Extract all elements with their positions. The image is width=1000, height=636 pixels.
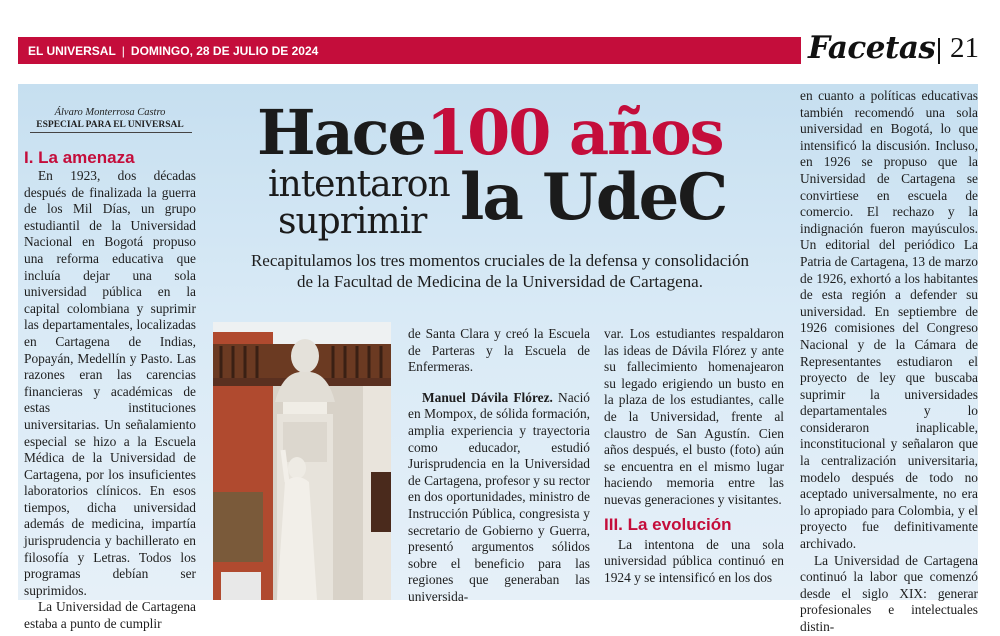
masthead-bar xyxy=(18,37,801,64)
masthead-separator: | xyxy=(121,43,125,58)
headline-100-anos: 100 años xyxy=(426,96,723,169)
byline xyxy=(30,107,190,131)
column-1-paragraph-1: En 1923, dos décadas después de finalizada la guerra de los Mil Días, un grupo estudiantil de la Universidad Nacional en Bogotá propuso una reforma educativa que incluía dejar una sola universidad pública en la capital colombiana y suprimir las departamentales, localizadas en Cartagena de Indias, Popayán, Medellín y Pasto. Las razones eran las carencias financieras y académicas de estas instituciones universitarias. Un señalamiento especial se hizo a la Escuela Médica de la Universidad de Cartagena, por los insuficientes laboratorios clínicos. En esos tiempos, dicha universidad además de medicina, impartía jurisprudencia y bachillerato en filosofía y Letras. Todos los programas debían ser suprimidos. xyxy=(24,168,196,598)
column-2-paragraph-1: de Santa Clara y creó la Escuela de Parteras y la Escuela de Enfermeras. xyxy=(408,326,590,375)
article-column-3 xyxy=(604,326,784,586)
column-2-paragraph-2 xyxy=(408,390,590,606)
section-divider xyxy=(938,38,940,64)
headline-suprimir: suprimir xyxy=(278,201,427,242)
article-column-4 xyxy=(800,88,978,636)
column-4-paragraph-1: en cuanto a políticas educativas también recomendó una sola universidad en Bogotá, lo que intensificó la discusión. Incluso, en 1926 se propuso que la Universidad de Cartagena se convirtiese en escuela de comercio. El rechazo y la indignación fueron mayúsculos. Un editorial del periódico La Patria de Cartagena, 13 de marzo de 1926, exhortó a los habitantes de esta región a defender su universidad. En septiembre de 1926 comisiones del Congreso Nacional y de la Cámara de Representantes estudiaron el proyecto de ley que buscaba suprimir la universidades departamentales y lo consideraron inaplicable, inconstitucional y señalaron que la centralización universitaria, modelo después de todo no aceptado universalmente, no era lo apropiado para Colombia, y el proyecto fue definitivamente archivado. xyxy=(800,88,978,552)
column-3-paragraph-2: La intentona de una sola universidad pública continuó en 1924 y se intensificó en los dos xyxy=(604,536,784,585)
article-column-2 xyxy=(408,326,590,606)
subhead-la-evolucion: III. La evolución xyxy=(604,514,732,534)
headline-intentaron: intentaron xyxy=(268,164,450,205)
section-name: Facetas xyxy=(808,30,936,66)
byline-author: Álvaro Monterrosa Castro xyxy=(54,107,166,118)
article-column-1 xyxy=(24,148,196,633)
column-1-paragraph-2: La Universidad de Cartagena estaba a punto de cumplir xyxy=(24,599,196,632)
byline-rule xyxy=(30,132,192,133)
deck-line-1: Recapitulamos los tres momentos cruciales de la defensa y consolidación xyxy=(250,251,750,270)
byline-role: ESPECIAL PARA EL UNIVERSAL xyxy=(36,120,184,130)
deck-line-2: de la Facultad de Medicina de la Universidad de Cartagena. xyxy=(297,272,703,291)
publication-name: EL UNIVERSAL xyxy=(28,43,116,58)
column-3-paragraph-1: var. Los estudiantes respaldaron las ideas de Dávila Flórez y ante su fallecimiento homenajearon su legado erigiendo un busto en la plaza de los estudiantes, calle de la Universidad, frente al claustro de San Agustín. Cien años después, el busto (foto) aún se encuentra en el mismo lugar haciendo memoria entre las nuevas generaciones y visitantes. xyxy=(604,326,784,507)
bust-photo xyxy=(213,322,391,600)
column-2-paragraph-2-text: Nació en Mompox, de sólida formación, amplia experiencia y trayectoria como educador, estudió Jurisprudencia en la Universidad de Cartagena, profesor y su rector en dos oportunidades, ministro de Instrucción Pública, congresista y secretario de Gobierno y Guerra, presentó argumentos sólidos sobre el beneficio para las regiones que generaban las universida- xyxy=(408,389,590,604)
person-name-davila-florez: Manuel Dávila Flórez. xyxy=(422,389,553,405)
column-4-paragraph-2: La Universidad de Cartagena continuó la labor que comenzó desde el siglo XIX: generar profesionales e intelectuales distin- xyxy=(800,552,978,634)
page-number: 21 xyxy=(950,32,979,64)
subhead-la-amenaza: I. La amenaza xyxy=(24,148,135,167)
bust-photo-illustration xyxy=(213,322,391,600)
headline-hace: Hace xyxy=(257,96,425,169)
article-deck xyxy=(235,250,765,292)
headline-la-udec: la UdeC xyxy=(460,160,727,235)
publication-date: DOMINGO, 28 DE JULIO DE 2024 xyxy=(130,43,319,58)
